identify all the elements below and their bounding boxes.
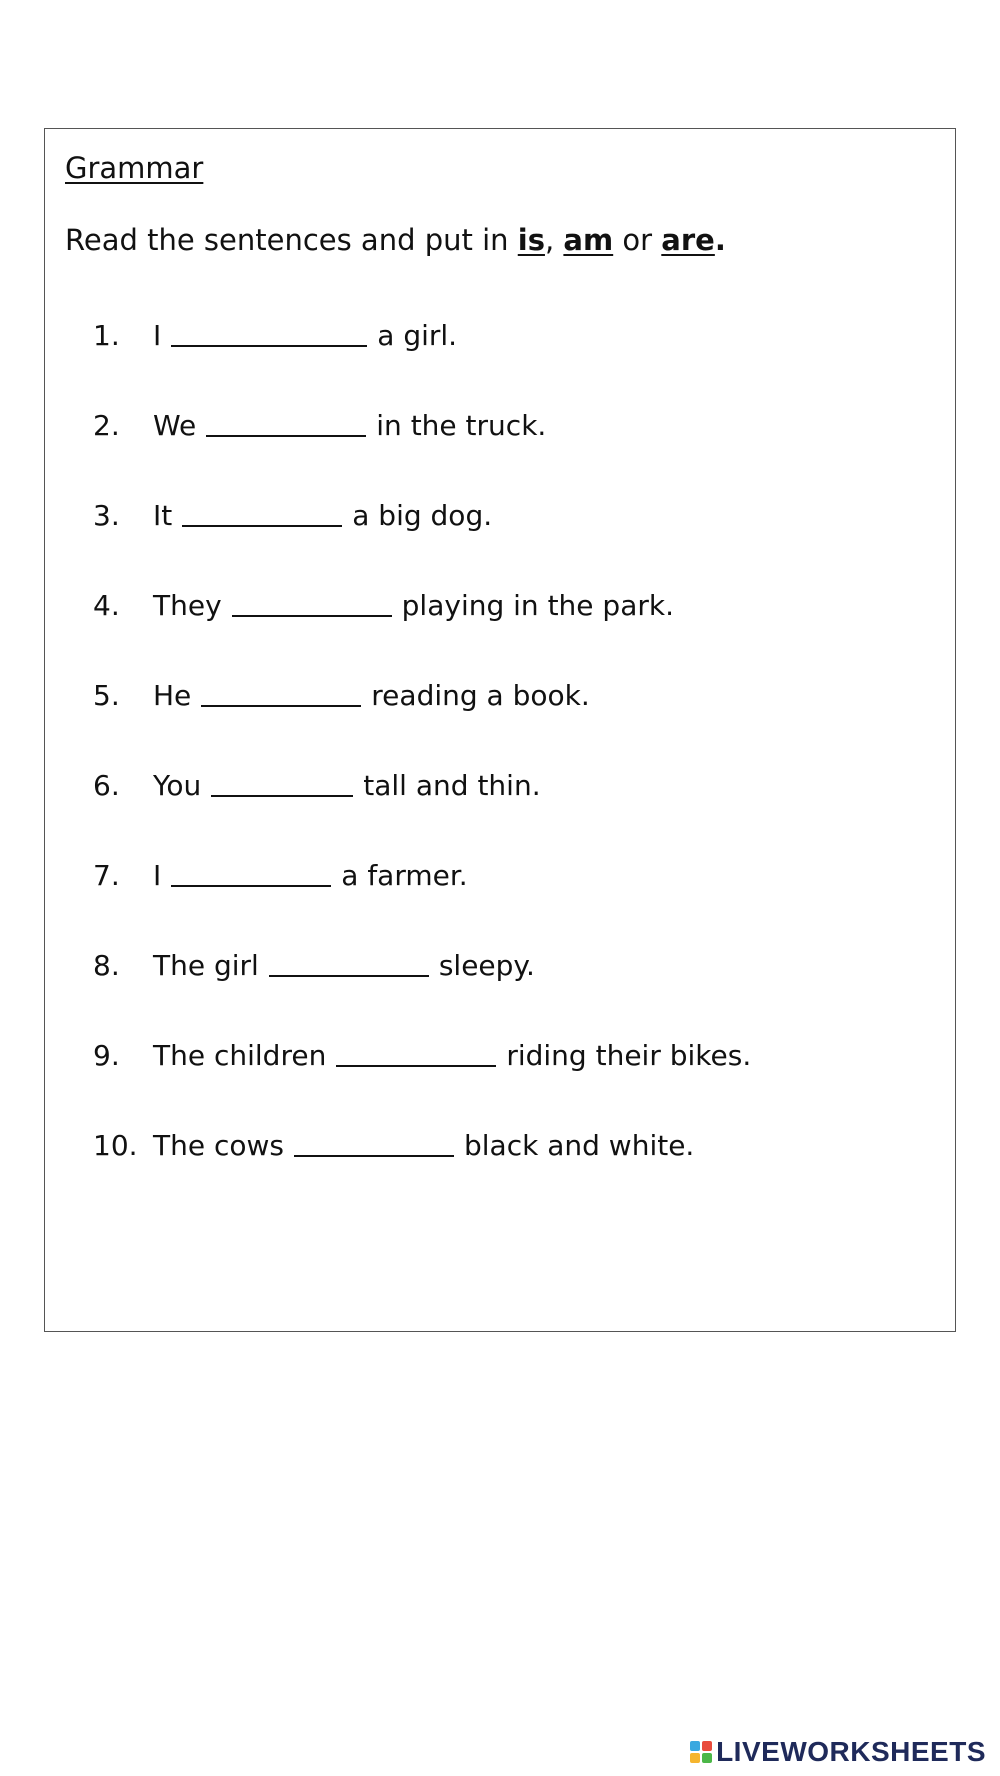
item-text-after: a big dog. <box>352 499 493 532</box>
item-number: 2. <box>93 409 120 442</box>
sentence-item-10 <box>93 1129 694 1162</box>
item-text-before: It <box>153 499 173 532</box>
instruction-sep-2: or <box>613 223 662 257</box>
item-text-after: in the truck. <box>376 409 547 442</box>
answer-blank-2[interactable] <box>206 434 366 437</box>
sentence-item-6 <box>93 769 541 802</box>
liveworksheets-logo[interactable] <box>690 1736 986 1768</box>
item-text-after: sleepy. <box>438 949 535 982</box>
item-text-before: I <box>153 319 162 352</box>
sentence-item-8 <box>93 949 535 982</box>
logo-square-icon <box>690 1741 700 1751</box>
item-text-before: You <box>153 769 202 802</box>
item-number: 5. <box>93 679 120 712</box>
instruction-sep-1: , <box>544 223 564 257</box>
sentence-item-5 <box>93 679 590 712</box>
logo-square-icon <box>702 1741 712 1751</box>
keyword-am: am <box>563 223 614 257</box>
answer-blank-6[interactable] <box>211 794 353 797</box>
item-number: 3. <box>93 499 120 532</box>
item-text-before: I <box>153 859 162 892</box>
answer-blank-3[interactable] <box>182 524 342 527</box>
item-text-before: The cows <box>153 1129 284 1162</box>
item-text-before: They <box>153 589 222 622</box>
answer-blank-9[interactable] <box>336 1064 496 1067</box>
answer-blank-4[interactable] <box>232 614 392 617</box>
item-text-before: The girl <box>153 949 259 982</box>
sentence-item-1 <box>93 319 457 352</box>
answer-blank-7[interactable] <box>171 884 331 887</box>
instruction-prefix: Read the sentences and put in <box>65 223 518 257</box>
item-text-after: playing in the park. <box>401 589 674 622</box>
item-text-before: The children <box>153 1039 327 1072</box>
sentence-item-3 <box>93 499 492 532</box>
item-text-after: tall and thin. <box>363 769 541 802</box>
item-text-after: reading a book. <box>371 679 590 712</box>
worksheet-heading: Grammar <box>65 151 204 185</box>
answer-blank-1[interactable] <box>171 344 367 347</box>
instruction-suffix: . <box>714 223 726 257</box>
sentence-item-7 <box>93 859 468 892</box>
item-number: 6. <box>93 769 120 802</box>
item-text-after: a girl. <box>377 319 458 352</box>
item-text-after: black and white. <box>464 1129 695 1162</box>
item-number: 1. <box>93 319 120 352</box>
sentence-item-4 <box>93 589 674 622</box>
item-number: 10. <box>93 1129 138 1162</box>
item-text-before: He <box>153 679 192 712</box>
logo-square-icon <box>690 1753 700 1763</box>
item-number: 8. <box>93 949 120 982</box>
answer-blank-10[interactable] <box>294 1154 454 1157</box>
keyword-are: are <box>661 223 715 257</box>
item-number: 4. <box>93 589 120 622</box>
item-text-after: a farmer. <box>341 859 468 892</box>
logo-text: LIVEWORKSHEETS <box>716 1736 986 1767</box>
keyword-is: is <box>517 223 545 257</box>
item-text-after: riding their bikes. <box>506 1039 752 1072</box>
answer-blank-5[interactable] <box>201 704 361 707</box>
worksheet-frame <box>44 128 956 1332</box>
sentence-item-9 <box>93 1039 751 1072</box>
item-number: 9. <box>93 1039 120 1072</box>
item-text-before: We <box>153 409 197 442</box>
logo-squares-icon <box>690 1741 712 1763</box>
item-number: 7. <box>93 859 120 892</box>
sentence-item-2 <box>93 409 546 442</box>
instruction-text <box>65 223 726 257</box>
answer-blank-8[interactable] <box>269 974 429 977</box>
logo-square-icon <box>702 1753 712 1763</box>
